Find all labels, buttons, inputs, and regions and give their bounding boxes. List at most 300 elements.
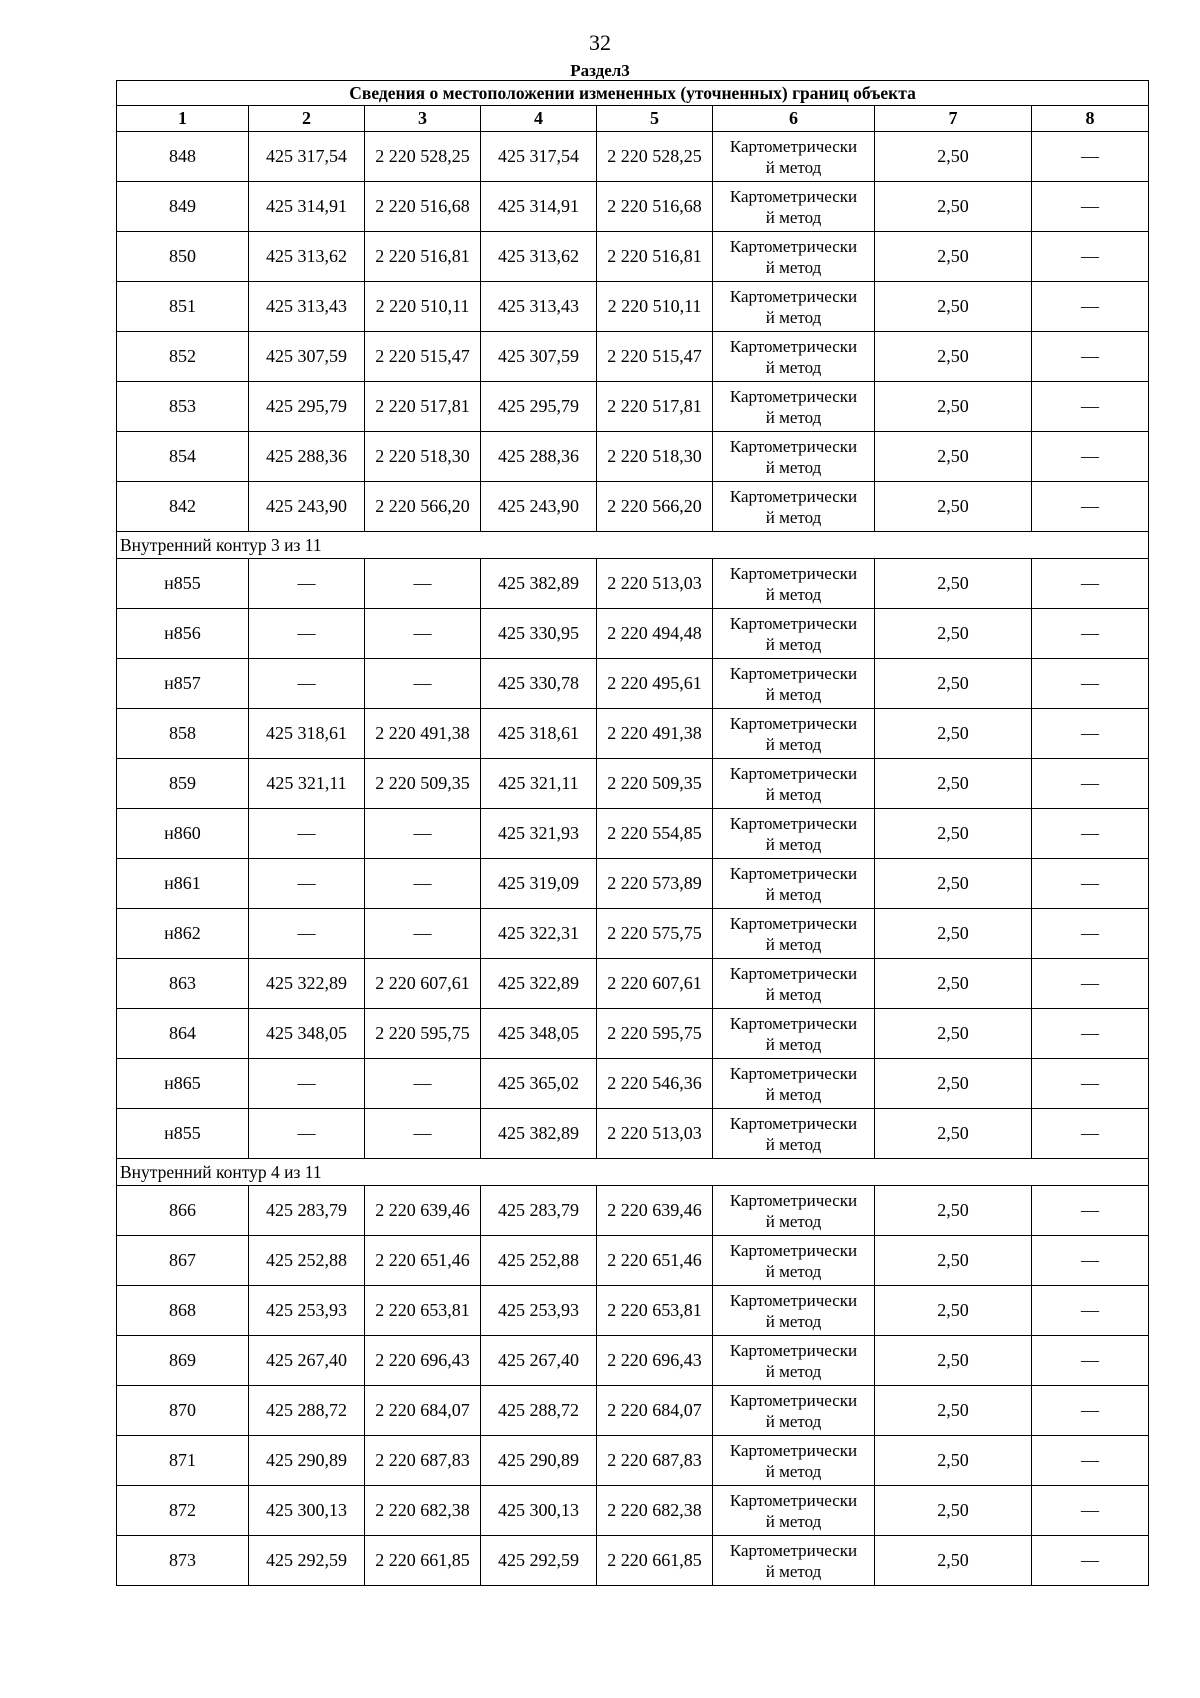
method-cell [713, 1536, 875, 1586]
accuracy-cell: 2,50 [875, 482, 1032, 532]
accuracy-cell: 2,50 [875, 282, 1032, 332]
method-cell [713, 1386, 875, 1436]
method-cell [713, 1109, 875, 1159]
existing-y-cell: — [365, 1059, 481, 1109]
table-row [117, 1009, 1149, 1059]
new-x-cell: 425 288,72 [481, 1386, 597, 1436]
existing-x-cell: 425 322,89 [249, 959, 365, 1009]
accuracy-cell: 2,50 [875, 1386, 1032, 1436]
existing-y-cell: 2 220 653,81 [365, 1286, 481, 1336]
page-number: 32 [589, 30, 611, 55]
table-row [117, 1536, 1149, 1586]
method-line-1: Картометрически [729, 1540, 858, 1560]
table-row [117, 1059, 1149, 1109]
point-number-cell: 851 [117, 282, 249, 332]
column-number: 4 [481, 106, 597, 132]
new-y-cell: 2 220 491,38 [597, 709, 713, 759]
new-x-cell: 425 330,95 [481, 609, 597, 659]
method-cell [713, 1236, 875, 1286]
accuracy-cell: 2,50 [875, 182, 1032, 232]
method-cell [713, 1436, 875, 1486]
table-row [117, 232, 1149, 282]
existing-y-cell: — [365, 1109, 481, 1159]
accuracy-cell: 2,50 [875, 432, 1032, 482]
existing-x-cell: — [249, 1109, 365, 1159]
method-cell [713, 559, 875, 609]
new-x-cell: 425 290,89 [481, 1436, 597, 1486]
new-y-cell: 2 220 495,61 [597, 659, 713, 709]
method-cell [713, 232, 875, 282]
existing-y-cell: 2 220 607,61 [365, 959, 481, 1009]
method-cell [713, 959, 875, 1009]
description-cell: — [1032, 1386, 1149, 1436]
new-x-cell: 425 283,79 [481, 1186, 597, 1236]
point-number-cell: 863 [117, 959, 249, 1009]
new-x-cell: 425 382,89 [481, 559, 597, 609]
method-line-1: Картометрически [729, 1390, 858, 1410]
description-cell: — [1032, 1009, 1149, 1059]
description-cell: — [1032, 759, 1149, 809]
point-number-cell: н862 [117, 909, 249, 959]
method-line-1: Картометрически [729, 186, 858, 206]
accuracy-cell: 2,50 [875, 1186, 1032, 1236]
new-x-cell: 425 365,02 [481, 1059, 597, 1109]
point-number-cell: 870 [117, 1386, 249, 1436]
existing-x-cell: 425 288,36 [249, 432, 365, 482]
accuracy-cell: 2,50 [875, 1109, 1032, 1159]
new-x-cell: 425 318,61 [481, 709, 597, 759]
method-line-2: й метод [765, 1084, 822, 1104]
table-row [117, 959, 1149, 1009]
accuracy-cell: 2,50 [875, 809, 1032, 859]
table-row [117, 1236, 1149, 1286]
method-line-1: Картометрически [729, 336, 858, 356]
method-cell [713, 759, 875, 809]
point-number-cell: 864 [117, 1009, 249, 1059]
method-line-1: Картометрически [729, 1190, 858, 1210]
point-number-cell: н860 [117, 809, 249, 859]
existing-y-cell: 2 220 682,38 [365, 1486, 481, 1536]
existing-y-cell: 2 220 528,25 [365, 132, 481, 182]
method-line-2: й метод [765, 1411, 822, 1431]
existing-y-cell: 2 220 661,85 [365, 1536, 481, 1586]
accuracy-cell: 2,50 [875, 1486, 1032, 1536]
accuracy-cell: 2,50 [875, 1236, 1032, 1286]
method-line-2: й метод [765, 834, 822, 854]
column-number: 2 [249, 106, 365, 132]
point-number-cell: 872 [117, 1486, 249, 1536]
new-y-cell: 2 220 573,89 [597, 859, 713, 909]
existing-x-cell: 425 283,79 [249, 1186, 365, 1236]
method-cell [713, 382, 875, 432]
method-cell [713, 132, 875, 182]
point-number-cell: 866 [117, 1186, 249, 1236]
existing-x-cell: — [249, 559, 365, 609]
new-y-cell: 2 220 653,81 [597, 1286, 713, 1336]
method-line-2: й метод [765, 207, 822, 227]
method-line-1: Картометрически [729, 286, 858, 306]
contour-header-row [117, 1159, 1149, 1186]
column-number: 3 [365, 106, 481, 132]
accuracy-cell: 2,50 [875, 1286, 1032, 1336]
existing-x-cell: 425 313,62 [249, 232, 365, 282]
new-y-cell: 2 220 566,20 [597, 482, 713, 532]
method-cell [713, 182, 875, 232]
new-x-cell: 425 348,05 [481, 1009, 597, 1059]
table-row [117, 1286, 1149, 1336]
new-y-cell: 2 220 518,30 [597, 432, 713, 482]
method-line-1: Картометрически [729, 1063, 858, 1083]
method-line-2: й метод [765, 934, 822, 954]
accuracy-cell: 2,50 [875, 659, 1032, 709]
section-title: Раздел3 [570, 61, 630, 80]
existing-y-cell: 2 220 651,46 [365, 1236, 481, 1286]
new-y-cell: 2 220 517,81 [597, 382, 713, 432]
point-number-cell: 869 [117, 1336, 249, 1386]
accuracy-cell: 2,50 [875, 332, 1032, 382]
existing-x-cell: 425 253,93 [249, 1286, 365, 1336]
existing-x-cell: 425 252,88 [249, 1236, 365, 1286]
method-line-1: Картометрически [729, 1440, 858, 1460]
table-row [117, 809, 1149, 859]
new-x-cell: 425 317,54 [481, 132, 597, 182]
column-number: 1 [117, 106, 249, 132]
method-line-2: й метод [765, 584, 822, 604]
existing-y-cell: — [365, 859, 481, 909]
new-y-cell: 2 220 682,38 [597, 1486, 713, 1536]
accuracy-cell: 2,50 [875, 1336, 1032, 1386]
method-cell [713, 332, 875, 382]
table-row [117, 432, 1149, 482]
new-y-cell: 2 220 494,48 [597, 609, 713, 659]
point-number-cell: 848 [117, 132, 249, 182]
method-line-2: й метод [765, 1134, 822, 1154]
accuracy-cell: 2,50 [875, 709, 1032, 759]
method-line-2: й метод [765, 784, 822, 804]
new-y-cell: 2 220 513,03 [597, 1109, 713, 1159]
description-cell: — [1032, 1186, 1149, 1236]
column-number: 7 [875, 106, 1032, 132]
method-cell [713, 1009, 875, 1059]
contour-label: Внутренний контур 3 из 11 [117, 532, 1149, 559]
existing-y-cell: — [365, 909, 481, 959]
new-y-cell: 2 220 595,75 [597, 1009, 713, 1059]
accuracy-cell: 2,50 [875, 909, 1032, 959]
method-line-1: Картометрически [729, 813, 858, 833]
table-row [117, 1109, 1149, 1159]
existing-x-cell: — [249, 659, 365, 709]
method-cell [713, 609, 875, 659]
table-row [117, 332, 1149, 382]
existing-x-cell: — [249, 609, 365, 659]
existing-x-cell: 425 290,89 [249, 1436, 365, 1486]
table-row [117, 132, 1149, 182]
description-cell: — [1032, 182, 1149, 232]
method-line-2: й метод [765, 734, 822, 754]
method-line-2: й метод [765, 1261, 822, 1281]
point-number-cell: н861 [117, 859, 249, 909]
description-cell: — [1032, 1486, 1149, 1536]
existing-y-cell: 2 220 516,68 [365, 182, 481, 232]
existing-y-cell: 2 220 515,47 [365, 332, 481, 382]
existing-x-cell: 425 348,05 [249, 1009, 365, 1059]
new-x-cell: 425 243,90 [481, 482, 597, 532]
existing-y-cell: 2 220 696,43 [365, 1336, 481, 1386]
existing-y-cell: — [365, 809, 481, 859]
point-number-cell: 849 [117, 182, 249, 232]
existing-y-cell: 2 220 510,11 [365, 282, 481, 332]
new-y-cell: 2 220 516,81 [597, 232, 713, 282]
description-cell: — [1032, 909, 1149, 959]
method-line-1: Картометрически [729, 1013, 858, 1033]
existing-x-cell: 425 267,40 [249, 1336, 365, 1386]
point-number-cell: 854 [117, 432, 249, 482]
table-row [117, 1186, 1149, 1236]
new-y-cell: 2 220 651,46 [597, 1236, 713, 1286]
description-cell: — [1032, 382, 1149, 432]
new-x-cell: 425 295,79 [481, 382, 597, 432]
existing-y-cell: 2 220 509,35 [365, 759, 481, 809]
new-y-cell: 2 220 575,75 [597, 909, 713, 959]
method-line-1: Картометрически [729, 1490, 858, 1510]
table-row [117, 859, 1149, 909]
existing-y-cell: 2 220 491,38 [365, 709, 481, 759]
new-x-cell: 425 321,11 [481, 759, 597, 809]
description-cell: — [1032, 1236, 1149, 1286]
point-number-cell: н865 [117, 1059, 249, 1109]
description-cell: — [1032, 1286, 1149, 1336]
table-row [117, 559, 1149, 609]
accuracy-cell: 2,50 [875, 609, 1032, 659]
new-y-cell: 2 220 684,07 [597, 1386, 713, 1436]
description-cell: — [1032, 1059, 1149, 1109]
table-row [117, 1386, 1149, 1436]
table-row [117, 709, 1149, 759]
method-line-1: Картометрически [729, 1240, 858, 1260]
new-y-cell: 2 220 515,47 [597, 332, 713, 382]
point-number-cell: 868 [117, 1286, 249, 1336]
accuracy-cell: 2,50 [875, 559, 1032, 609]
existing-x-cell: 425 292,59 [249, 1536, 365, 1586]
method-cell [713, 1059, 875, 1109]
column-number: 6 [713, 106, 875, 132]
new-x-cell: 425 382,89 [481, 1109, 597, 1159]
description-cell: — [1032, 809, 1149, 859]
method-cell [713, 1336, 875, 1386]
table-row [117, 182, 1149, 232]
table-caption-row [117, 81, 1149, 106]
point-number-cell: 873 [117, 1536, 249, 1586]
new-x-cell: 425 313,43 [481, 282, 597, 332]
new-y-cell: 2 220 513,03 [597, 559, 713, 609]
method-line-1: Картометрически [729, 863, 858, 883]
table-row [117, 659, 1149, 709]
method-line-1: Картометрически [729, 136, 858, 156]
accuracy-cell: 2,50 [875, 1009, 1032, 1059]
contour-label: Внутренний контур 4 из 11 [117, 1159, 1149, 1186]
accuracy-cell: 2,50 [875, 1436, 1032, 1486]
existing-y-cell: 2 220 516,81 [365, 232, 481, 282]
existing-y-cell: 2 220 517,81 [365, 382, 481, 432]
description-cell: — [1032, 332, 1149, 382]
description-cell: — [1032, 659, 1149, 709]
existing-y-cell: 2 220 595,75 [365, 1009, 481, 1059]
method-line-2: й метод [765, 357, 822, 377]
method-line-1: Картометрически [729, 663, 858, 683]
description-cell: — [1032, 1436, 1149, 1486]
existing-x-cell: — [249, 859, 365, 909]
method-line-2: й метод [765, 1211, 822, 1231]
new-x-cell: 425 330,78 [481, 659, 597, 709]
method-cell [713, 909, 875, 959]
method-line-2: й метод [765, 457, 822, 477]
existing-y-cell: — [365, 559, 481, 609]
method-line-2: й метод [765, 884, 822, 904]
method-line-2: й метод [765, 1561, 822, 1581]
method-line-2: й метод [765, 684, 822, 704]
point-number-cell: н857 [117, 659, 249, 709]
method-line-2: й метод [765, 257, 822, 277]
new-x-cell: 425 307,59 [481, 332, 597, 382]
method-line-2: й метод [765, 507, 822, 527]
accuracy-cell: 2,50 [875, 759, 1032, 809]
method-cell [713, 1186, 875, 1236]
boundary-coordinates-table [116, 80, 1149, 1586]
accuracy-cell: 2,50 [875, 859, 1032, 909]
existing-x-cell: 425 313,43 [249, 282, 365, 332]
method-cell [713, 282, 875, 332]
description-cell: — [1032, 1336, 1149, 1386]
method-line-2: й метод [765, 1461, 822, 1481]
accuracy-cell: 2,50 [875, 132, 1032, 182]
new-x-cell: 425 253,93 [481, 1286, 597, 1336]
description-cell: — [1032, 959, 1149, 1009]
table-row [117, 1436, 1149, 1486]
new-y-cell: 2 220 554,85 [597, 809, 713, 859]
method-cell [713, 432, 875, 482]
method-line-2: й метод [765, 1361, 822, 1381]
existing-x-cell: 425 288,72 [249, 1386, 365, 1436]
existing-y-cell: 2 220 687,83 [365, 1436, 481, 1486]
new-y-cell: 2 220 639,46 [597, 1186, 713, 1236]
accuracy-cell: 2,50 [875, 959, 1032, 1009]
existing-x-cell: — [249, 909, 365, 959]
method-line-2: й метод [765, 1511, 822, 1531]
point-number-cell: н855 [117, 1109, 249, 1159]
method-cell [713, 1286, 875, 1336]
point-number-cell: 858 [117, 709, 249, 759]
new-x-cell: 425 322,31 [481, 909, 597, 959]
method-line-1: Картометрически [729, 563, 858, 583]
method-cell [713, 709, 875, 759]
table-row [117, 382, 1149, 432]
new-y-cell: 2 220 510,11 [597, 282, 713, 332]
new-x-cell: 425 319,09 [481, 859, 597, 909]
point-number-cell: 852 [117, 332, 249, 382]
description-cell: — [1032, 1536, 1149, 1586]
method-line-1: Картометрически [729, 963, 858, 983]
point-number-cell: 859 [117, 759, 249, 809]
method-line-1: Картометрически [729, 1340, 858, 1360]
point-number-cell: 850 [117, 232, 249, 282]
table-row [117, 1336, 1149, 1386]
new-y-cell: 2 220 607,61 [597, 959, 713, 1009]
new-x-cell: 425 321,93 [481, 809, 597, 859]
new-x-cell: 425 314,91 [481, 182, 597, 232]
method-cell [713, 482, 875, 532]
description-cell: — [1032, 709, 1149, 759]
description-cell: — [1032, 282, 1149, 332]
existing-x-cell: 425 300,13 [249, 1486, 365, 1536]
method-line-2: й метод [765, 407, 822, 427]
new-y-cell: 2 220 687,83 [597, 1436, 713, 1486]
point-number-cell: н855 [117, 559, 249, 609]
column-number: 8 [1032, 106, 1149, 132]
table-row [117, 482, 1149, 532]
column-number: 5 [597, 106, 713, 132]
existing-y-cell: 2 220 518,30 [365, 432, 481, 482]
existing-y-cell: — [365, 659, 481, 709]
table-row [117, 282, 1149, 332]
method-line-2: й метод [765, 1311, 822, 1331]
table-row [117, 909, 1149, 959]
new-y-cell: 2 220 696,43 [597, 1336, 713, 1386]
new-x-cell: 425 300,13 [481, 1486, 597, 1536]
point-number-cell: 871 [117, 1436, 249, 1486]
description-cell: — [1032, 482, 1149, 532]
description-cell: — [1032, 559, 1149, 609]
method-line-2: й метод [765, 1034, 822, 1054]
new-y-cell: 2 220 509,35 [597, 759, 713, 809]
table-row [117, 759, 1149, 809]
method-line-1: Картометрически [729, 236, 858, 256]
new-y-cell: 2 220 528,25 [597, 132, 713, 182]
table-row [117, 1486, 1149, 1536]
new-x-cell: 425 267,40 [481, 1336, 597, 1386]
existing-y-cell: 2 220 684,07 [365, 1386, 481, 1436]
accuracy-cell: 2,50 [875, 232, 1032, 282]
existing-y-cell: 2 220 566,20 [365, 482, 481, 532]
method-line-2: й метод [765, 634, 822, 654]
description-cell: — [1032, 609, 1149, 659]
point-number-cell: н856 [117, 609, 249, 659]
accuracy-cell: 2,50 [875, 382, 1032, 432]
method-cell [713, 809, 875, 859]
method-line-1: Картометрически [729, 1113, 858, 1133]
description-cell: — [1032, 1109, 1149, 1159]
new-x-cell: 425 322,89 [481, 959, 597, 1009]
description-cell: — [1032, 232, 1149, 282]
method-line-1: Картометрически [729, 436, 858, 456]
description-cell: — [1032, 859, 1149, 909]
accuracy-cell: 2,50 [875, 1059, 1032, 1109]
new-x-cell: 425 313,62 [481, 232, 597, 282]
existing-x-cell: 425 317,54 [249, 132, 365, 182]
existing-x-cell: 425 295,79 [249, 382, 365, 432]
method-line-1: Картометрически [729, 763, 858, 783]
new-y-cell: 2 220 661,85 [597, 1536, 713, 1586]
table-row [117, 609, 1149, 659]
method-line-2: й метод [765, 307, 822, 327]
existing-x-cell: 425 321,11 [249, 759, 365, 809]
new-x-cell: 425 252,88 [481, 1236, 597, 1286]
point-number-cell: 867 [117, 1236, 249, 1286]
accuracy-cell: 2,50 [875, 1536, 1032, 1586]
description-cell: — [1032, 432, 1149, 482]
method-cell [713, 1486, 875, 1536]
method-cell [713, 659, 875, 709]
existing-y-cell: 2 220 639,46 [365, 1186, 481, 1236]
